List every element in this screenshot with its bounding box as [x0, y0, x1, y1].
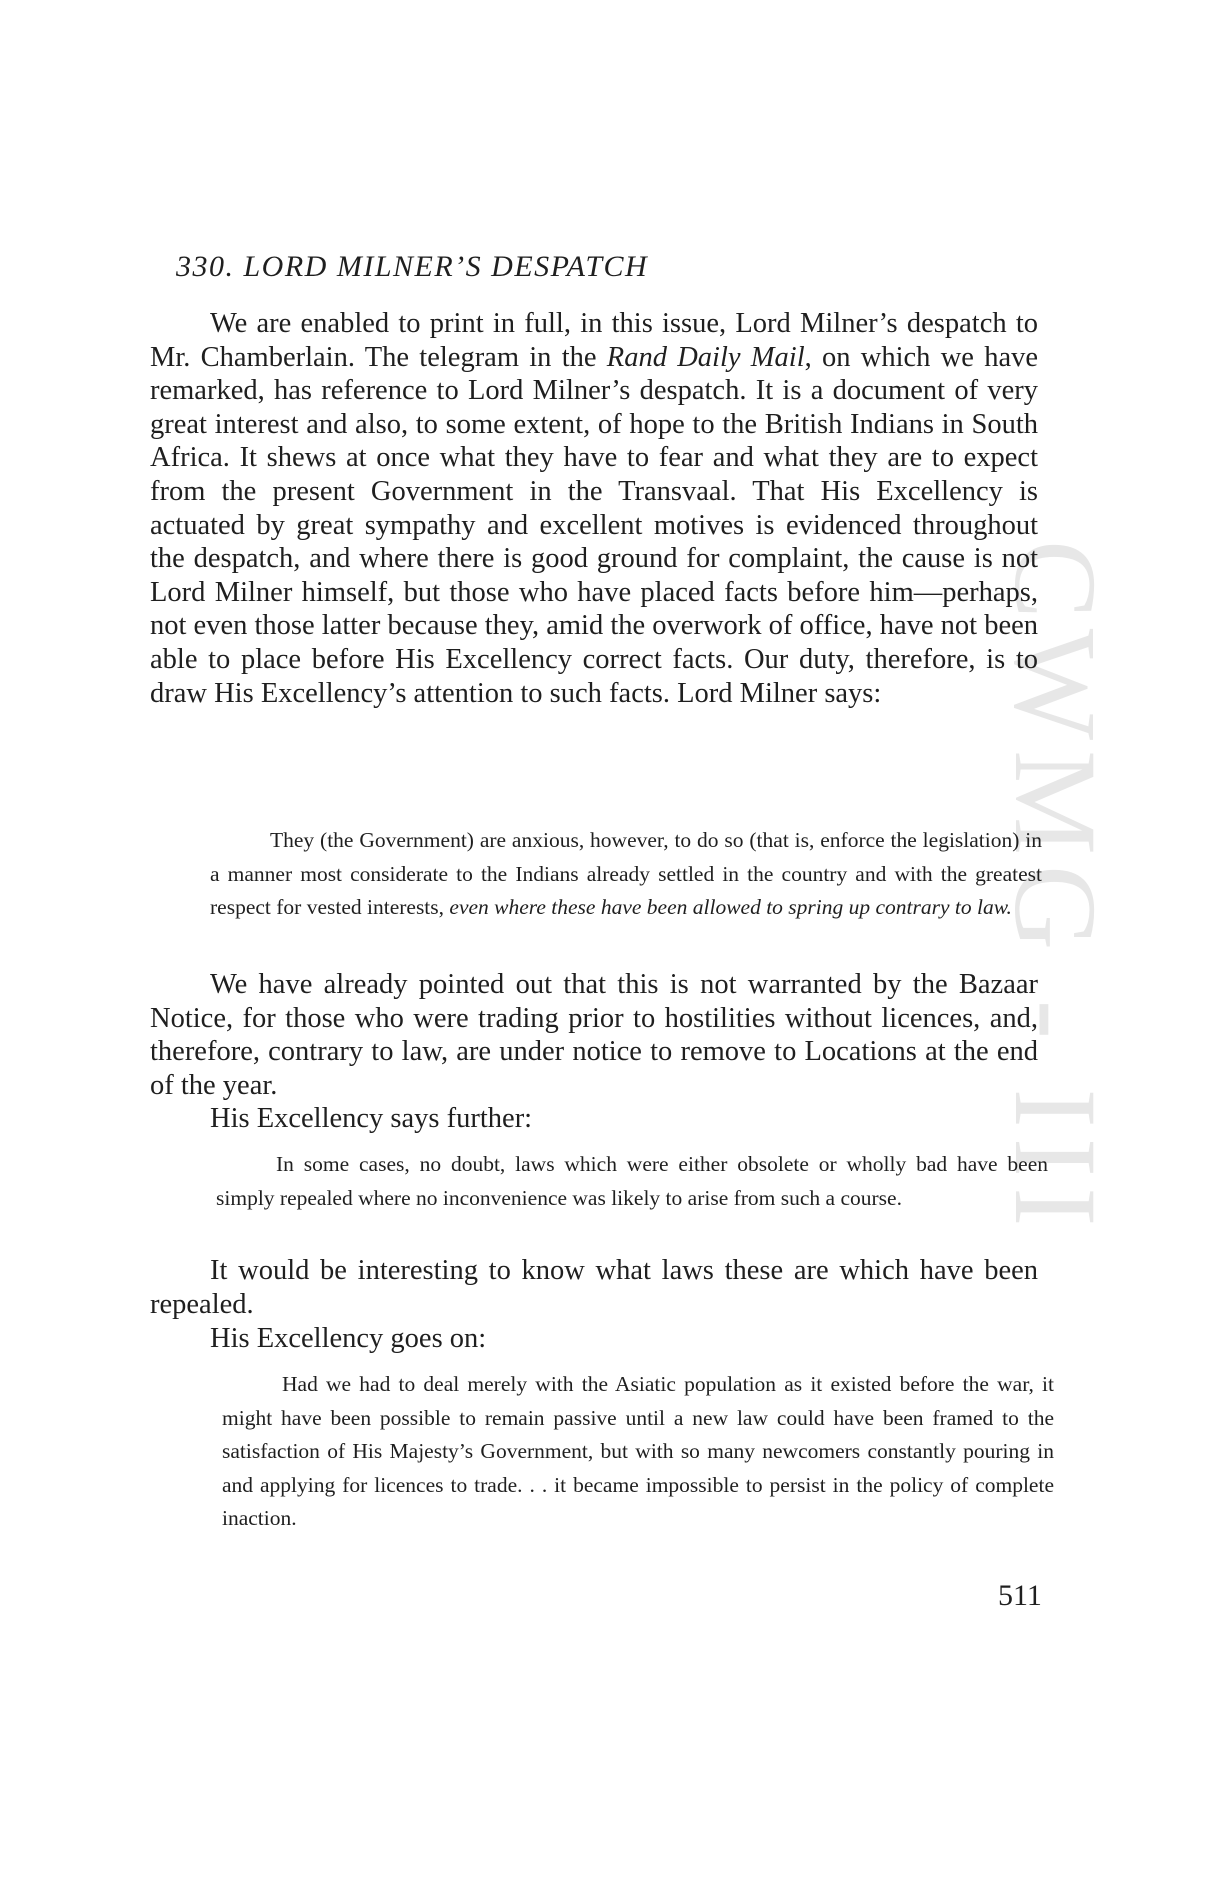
- quotation-3: Had we had to deal merely with the Asiatic population as it existed before the war, it might have been possible to remain passive until a new law could have been framed to the satisfaction of His Majesty’s Government, but with so many newcomers constantly pouring in and applying for licences to trade. . . it became impossible to persist in the policy of complete inaction.: [222, 1372, 1054, 1530]
- paragraph-1-text-before: We are enabled to print in full, in this issue, Lord Milner’s despatch to Mr. Chamberlain. The telegram in the: [150, 308, 1038, 373]
- page-title: 330. LORD MILNER’S DESPATCH: [176, 250, 649, 283]
- watermark-text: CWMG - III: [990, 540, 1121, 1237]
- paragraph-2: We have already pointed out that this is not warranted by the Bazaar Notice, for those who were trading prior to hostilities without licences, and, therefore, contrary to law, are under notice to remove to Locations at the end of the year.: [150, 969, 1038, 1101]
- quotation-1-emphasis: even where these have been allowed to spring up contrary to law.: [449, 895, 1012, 919]
- quotation-1: [210, 824, 1042, 925]
- paragraph-3: His Excellency says further:: [210, 1103, 533, 1134]
- quotation-1-text: They (the Government) are anxious, however, to do so (that is, enforce the legislation) in a manner most considerate to the Indians already settled in the country and with the greatest respect for vested interests,: [210, 828, 1042, 919]
- watermark: [990, 540, 1121, 1360]
- paragraph-1-text-after: , on which we have remarked, has reference to Lord Milner’s despatch. It is a document of very great interest and also, to some extent, of hope to the British Indians in South Africa. It shews at once what they have to fear and what they are to expect from the present Government in the Transvaal. That His Excellency is actuated by great sympathy and excellent motives is evidenced throughout the despatch, and where there is good ground for complaint, the cause is not Lord Milner himself, but those who have placed facts before him—perhaps, not even those latter because they, amid the overwork of office, have not been able to place before His Excellency correct facts. Our duty, therefore, is to draw His Excellency’s attention to such facts. Lord Milner says:: [150, 341, 1038, 709]
- paragraph-1: [150, 307, 1038, 710]
- paragraph-5: His Excellency goes on:: [210, 1323, 487, 1354]
- newspaper-title: Rand Daily Mail: [606, 341, 805, 373]
- quotation-2: In some cases, no doubt, laws which were either obsolete or wholly bad have been simply repealed where no inconvenience was likely to arise from such a course.: [216, 1152, 1048, 1210]
- page-number: 511: [998, 1579, 1042, 1612]
- paragraph-4: It would be interesting to know what laws these are which have been repealed.: [150, 1255, 1038, 1320]
